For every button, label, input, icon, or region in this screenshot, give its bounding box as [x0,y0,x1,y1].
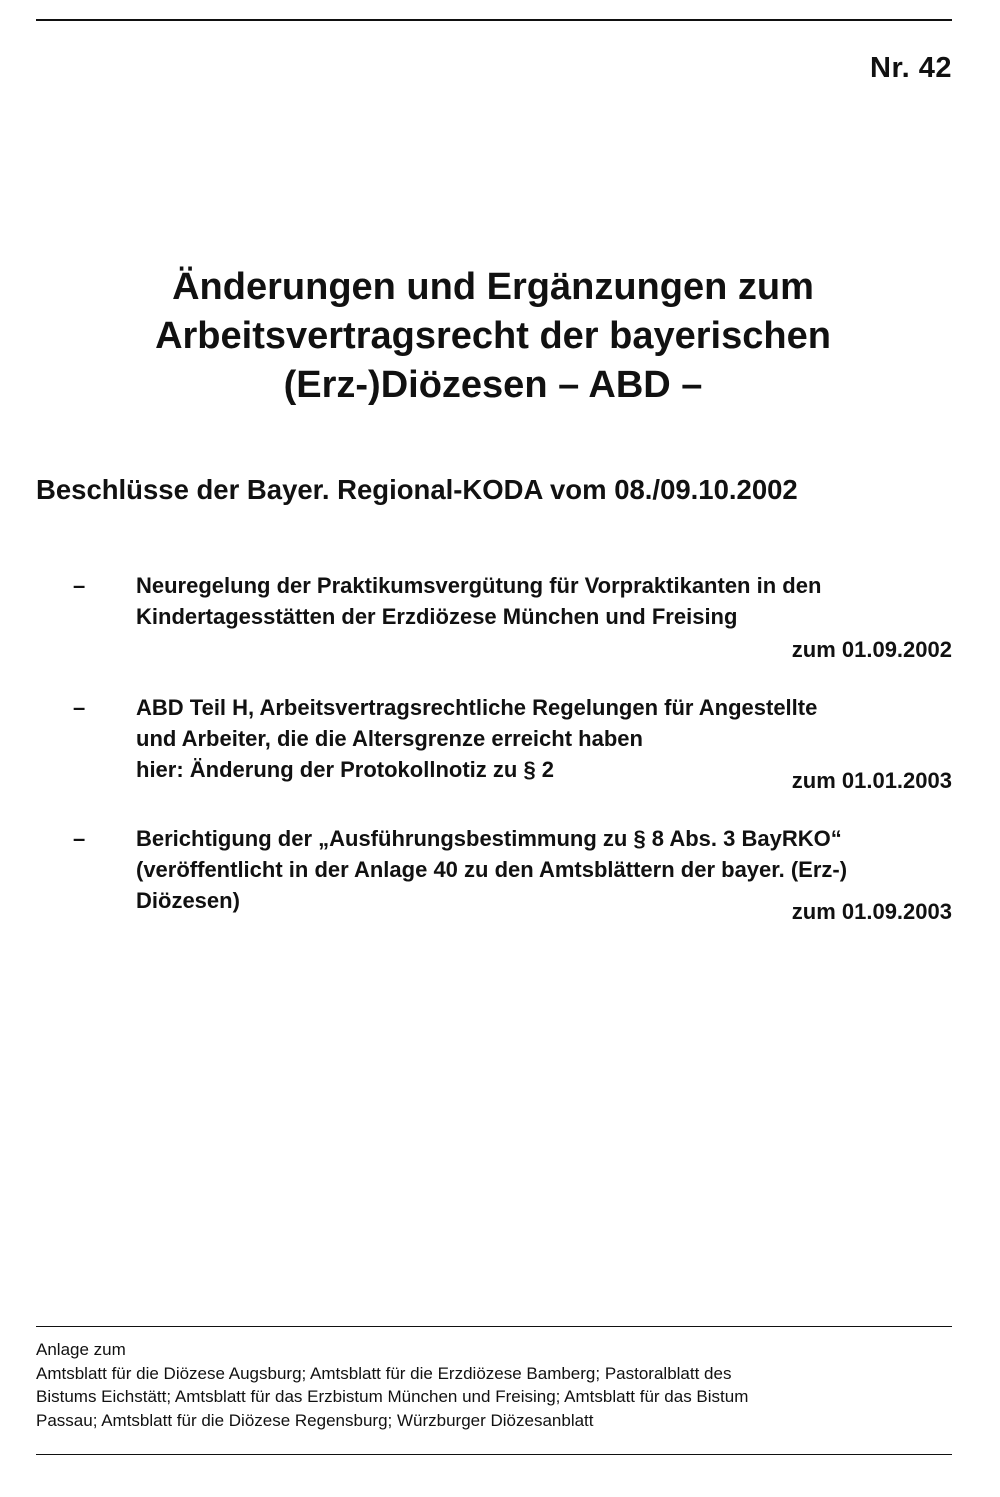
item-line: Kindertagesstätten der Erzdiözese München und Freising [136,604,738,629]
item-effective-date: zum 01.09.2003 [791,899,952,924]
footer-bottom-rule [36,1454,952,1455]
resolution-list [36,570,952,927]
title-line: Änderungen und Ergänzungen zum [172,266,814,308]
item-text [136,570,952,632]
footer-note [36,1338,952,1432]
item-effective-date: zum 01.09.2002 [791,637,952,662]
item-bullet: – [73,695,86,720]
item-line: hier: Änderung der Protokollnotiz zu § 2 [136,757,555,782]
document-subtitle: Beschlüsse der Bayer. Regional-KODA vom 08./09.10.2002 [36,474,798,505]
item-line: Berichtigung der „Ausführungsbestimmung zu § 8 Abs. 3 BayRKO“ [136,826,842,851]
resolution-item [36,823,952,927]
issue-number: Nr. 42 [870,52,952,84]
footer-line: Bistums Eichstätt; Amtsblatt für das Erzbistum München und Freising; Amtsblatt für das Bistum [36,1387,749,1406]
document-title [60,263,926,410]
item-line: ABD Teil H, Arbeitsvertragsrechtliche Regelungen für Angestellte [136,695,818,720]
item-line: (veröffentlicht in der Anlage 40 zu den Amtsblättern der bayer. (Erz-) [136,857,848,882]
resolution-item [36,692,952,796]
title-line: Arbeitsvertragsrecht der bayerischen [155,315,831,357]
resolution-item [36,570,952,665]
title-line: (Erz-)Diözesen – ABD – [283,364,703,406]
item-line: Diözesen) [136,888,240,913]
footer-line: Anlage zum [36,1340,126,1359]
item-effective-date: zum 01.01.2003 [791,768,952,793]
item-line: und Arbeiter, die die Altersgrenze erreicht haben [136,726,643,751]
top-rule [36,19,952,21]
footer-line: Passau; Amtsblatt für die Diözese Regensburg; Würzburger Diözesanblatt [36,1410,594,1430]
item-bullet: – [73,826,86,851]
item-bullet: – [73,573,86,598]
footer-line: Amtsblatt für die Diözese Augsburg; Amtsblatt für die Erzdiözese Bamberg; Pastoralblatt des [36,1363,732,1383]
item-line: Neuregelung der Praktikumsvergütung für Vorpraktikanten in den [136,573,822,598]
footer-top-rule [36,1326,952,1327]
